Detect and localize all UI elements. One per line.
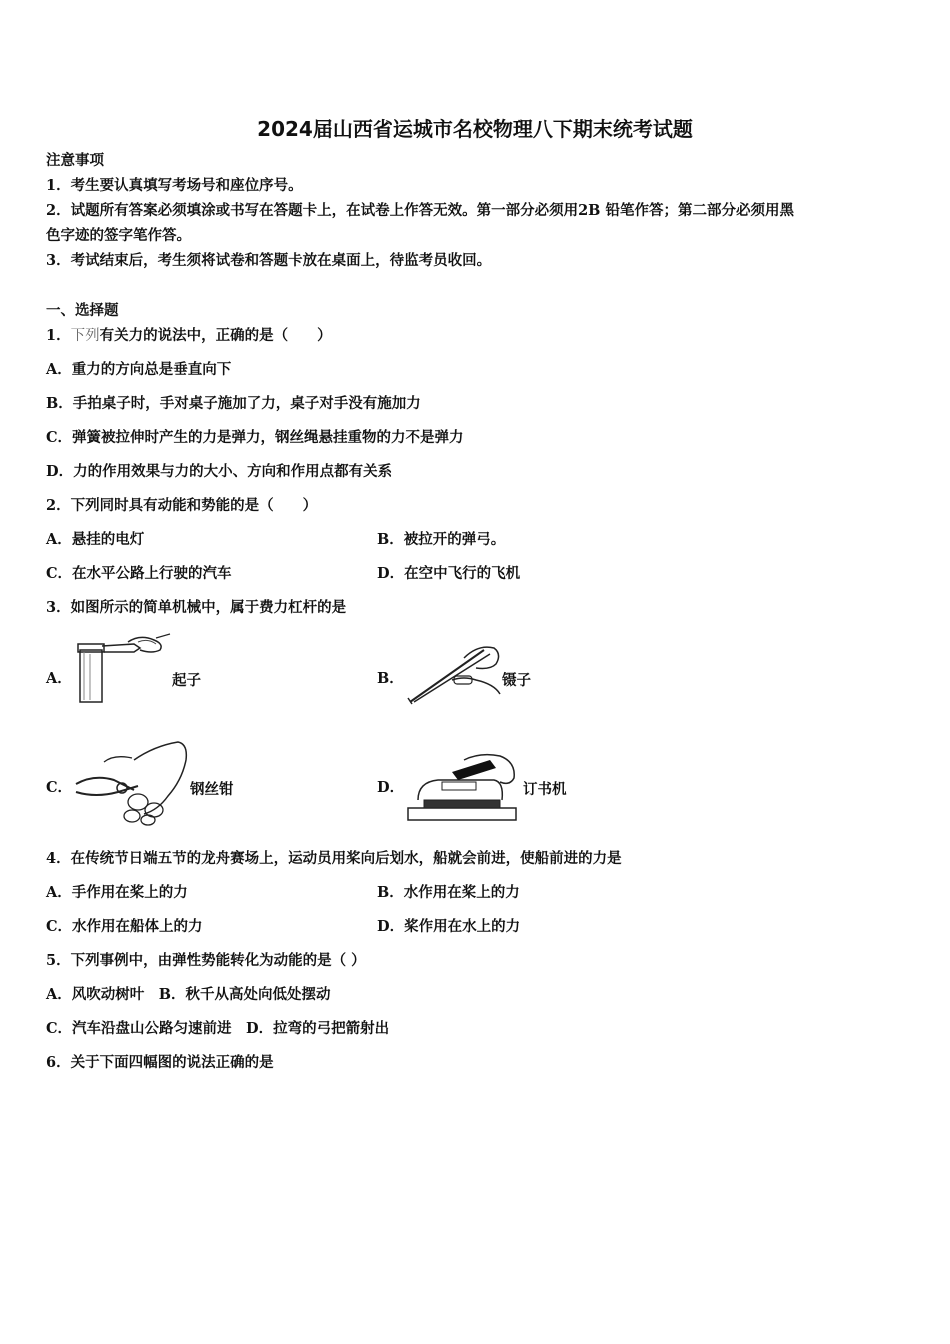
- notice-item-1: 1．考生要认真填写考场号和座位序号。: [46, 177, 303, 194]
- notice-heading: 注意事项: [46, 152, 104, 169]
- question-5-stem: 5．下列事例中，由弹性势能转化为动能的是（ ）: [46, 952, 366, 969]
- question-1-option-c: C．弹簧被拉伸时产生的力是弹力，钢丝绳悬挂重物的力不是弹力: [46, 429, 464, 446]
- question-4-option-b: B．水作用在桨上的力: [377, 884, 520, 901]
- question-3-stem: 3．如图所示的简单机械中，属于费力杠杆的是: [46, 599, 347, 616]
- question-3-option-a-label: 起子: [172, 672, 201, 689]
- question-3-option-c-letter: C．: [46, 779, 73, 796]
- question-1-option-a: A．重力的方向总是垂直向下: [46, 361, 232, 378]
- bottle-opener-figure: [74, 632, 172, 704]
- pliers-figure: [74, 740, 190, 826]
- question-4-option-a: A．手作用在桨上的力: [46, 884, 188, 901]
- question-2-stem: 2．下列同时具有动能和势能的是（ ）: [46, 497, 318, 514]
- question-3-option-a-letter: A．: [46, 670, 72, 687]
- question-3-option-d-letter: D．: [377, 779, 405, 796]
- tweezers-figure: [404, 640, 502, 706]
- question-1-faint-text: 下列: [70, 328, 100, 344]
- question-3-option-d-label: 订书机: [523, 781, 567, 798]
- notice-item-2: 2．试题所有答案必须填涂或书写在答题卡上，在试卷上作答无效。第一部分必须用2B 铅笔作答；第二部分必须用黑: [46, 202, 794, 219]
- question-5-options-ab: A．风吹动树叶 B．秋千从高处向低处摆动: [46, 986, 331, 1003]
- notice-item-2-cont: 色字迹的签字笔作答。: [46, 227, 191, 244]
- notice-item-3: 3．考试结束后，考生须将试卷和答题卡放在桌面上，待监考员收回。: [46, 252, 492, 269]
- question-1-text: 有关力的说法中，正确的是（ ）: [99, 327, 332, 344]
- question-2-option-c: C．在水平公路上行驶的汽车: [46, 565, 232, 582]
- question-1-option-b: B．手拍桌子时，手对桌子施加了力，桌子对手没有施加力: [46, 395, 421, 412]
- question-1-stem: [46, 326, 332, 346]
- stapler-figure: [404, 752, 522, 826]
- section-heading: 一、选择题: [46, 302, 119, 319]
- question-3-option-b-letter: B．: [377, 670, 404, 687]
- question-2-option-b: B．被拉开的弹弓。: [377, 531, 506, 548]
- question-4-option-d: D．桨作用在水上的力: [377, 918, 521, 935]
- question-2-option-a: A．悬挂的电灯: [46, 531, 145, 548]
- question-4-stem: 4．在传统节日端五节的龙舟赛场上，运动员用桨向后划水，船就会前进，使船前进的力是: [46, 850, 622, 867]
- question-1-number: 1．: [46, 327, 71, 344]
- question-1-option-d: D．力的作用效果与力的大小、方向和作用点都有关系: [46, 463, 393, 480]
- question-2-option-d: D．在空中飞行的飞机: [377, 565, 521, 582]
- question-3-option-c-label: 钢丝钳: [190, 781, 234, 798]
- page-title: 2024届山西省运城市名校物理八下期末统考试题: [257, 117, 693, 141]
- question-5-options-cd: C．汽车沿盘山公路匀速前进 D．拉弯的弓把箭射出: [46, 1020, 390, 1037]
- question-3-option-b-label: 镊子: [502, 672, 531, 689]
- question-6-stem: 6．关于下面四幅图的说法正确的是: [46, 1054, 274, 1071]
- question-4-option-c: C．水作用在船体上的力: [46, 918, 203, 935]
